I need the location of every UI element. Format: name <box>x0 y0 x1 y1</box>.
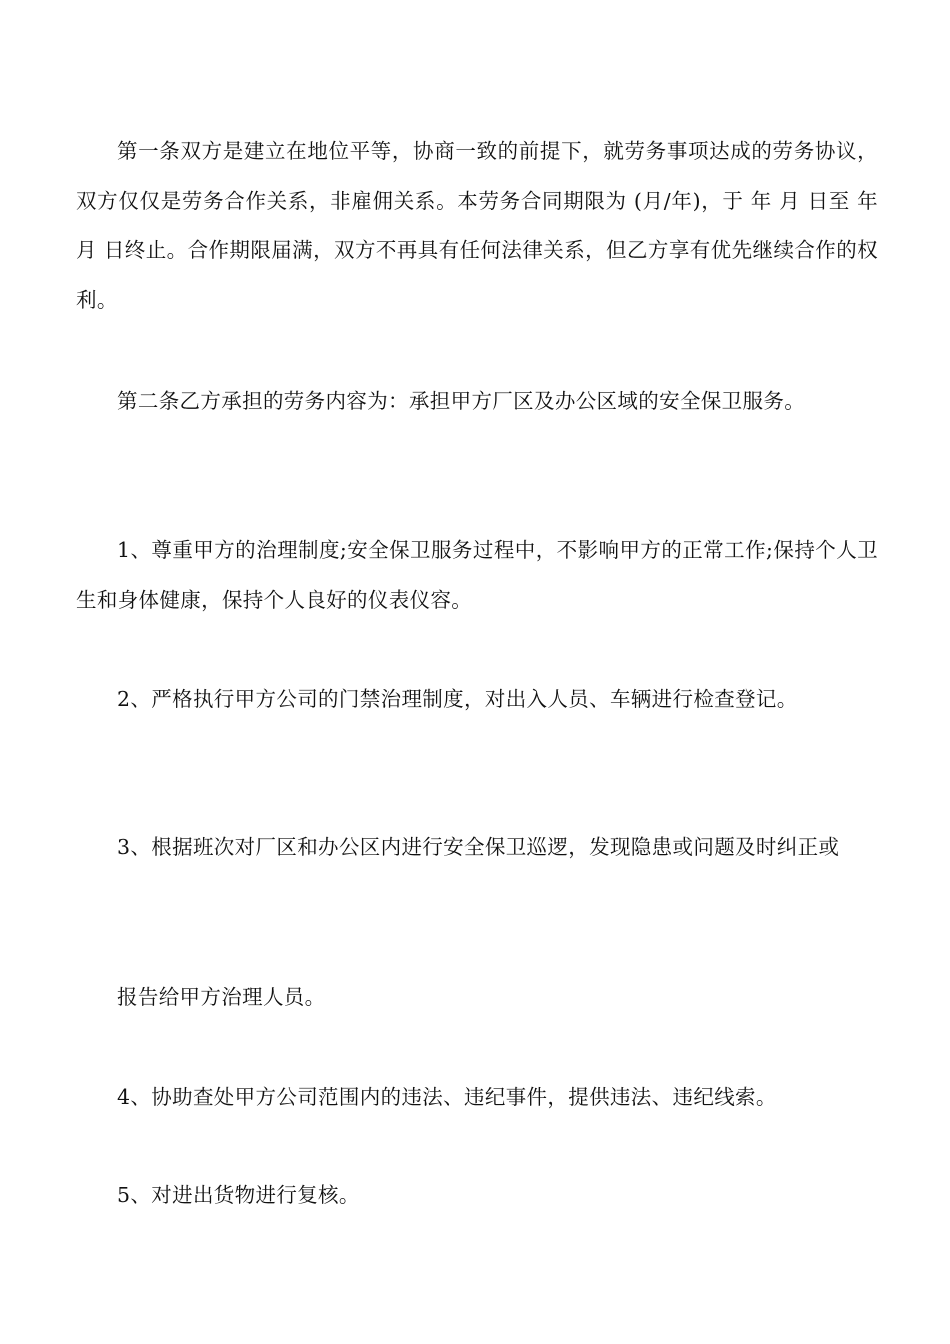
article-1-paragraph: 第一条双方是建立在地位平等，协商一致的前提下，就劳务事项达成的劳务协议，双方仅仅是劳务合作关系，非雇佣关系。本劳务合同期限为 (月/年)，于 年 月 日至 年 月 日终止。合作期限届满，双方不再具有任何法律关系，但乙方享有优先继续合作的权利。 <box>76 139 878 312</box>
item-3-continuation-paragraph: 报告给甲方治理人员。 <box>117 985 326 1009</box>
item-2-paragraph: 2、严格执行甲方公司的门禁治理制度，对出入人员、车辆进行检查登记。 <box>117 687 798 711</box>
item-3-paragraph: 3、根据班次对厂区和办公区内进行安全保卫巡逻，发现隐患或问题及时纠正或 <box>117 835 840 859</box>
item-1-paragraph: 1、尊重甲方的治理制度;安全保卫服务过程中，不影响甲方的正常工作;保持个人卫生和身体健康，保持个人良好的仪表仪容。 <box>76 538 878 612</box>
article-2-paragraph: 第二条乙方承担的劳务内容为：承担甲方厂区及办公区域的安全保卫服务。 <box>117 389 806 413</box>
item-4-paragraph: 4、协助查处甲方公司范围内的违法、违纪事件，提供违法、违纪线索。 <box>117 1085 777 1109</box>
item-5-paragraph: 5、对进出货物进行复核。 <box>117 1183 360 1207</box>
